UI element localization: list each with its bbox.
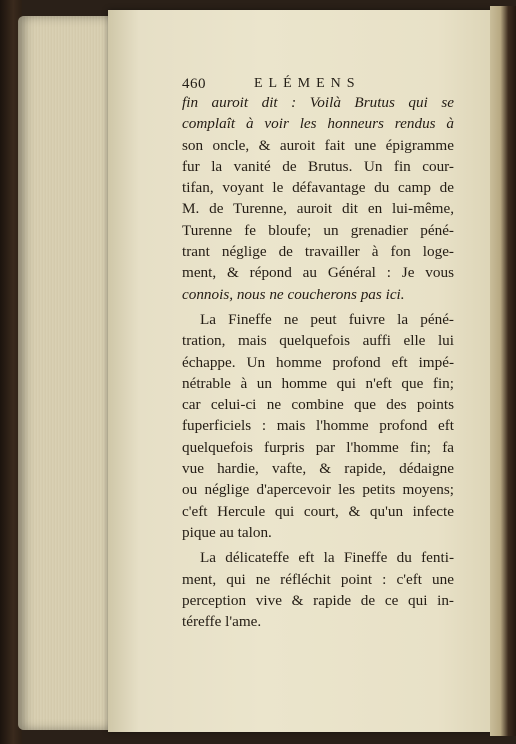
page-edges xyxy=(18,16,114,730)
text-line: tration, mais quelquefois auffi elle lui xyxy=(182,332,454,350)
text-line: fin auroit dit : Voilà Brutus qui se xyxy=(182,94,454,111)
text-line: ment, & répond au Général : Je vous xyxy=(182,264,454,282)
text-line: c'eft Hercule qui court, & qu'un infecte xyxy=(182,502,454,520)
text-line: car celui-ci ne combine que des points xyxy=(182,396,454,414)
text-line: perception vive & rapide de ce qui in- xyxy=(182,591,454,609)
text-line: fur la vanité de Brutus. Un fin cour- xyxy=(182,157,454,175)
text-line: téreffe l'ame. xyxy=(182,613,262,631)
page-number: 460 xyxy=(182,76,206,92)
text-line: La Fineffe ne peut fuivre la péné- xyxy=(200,310,454,328)
running-title: ELÉMENS xyxy=(254,76,361,91)
text-line: ou néglige d'apercevoir les petits moyens; xyxy=(182,481,454,499)
paragraph-1 xyxy=(182,92,454,305)
text-line: Turenne fe bloufe; un grenadier péné- xyxy=(182,221,454,239)
text-line: La délicateffe eft la Fineffe du fenti- xyxy=(200,549,454,567)
paragraph-3 xyxy=(182,547,454,632)
text-line: tifan, voyant le défavantage du camp de xyxy=(182,179,454,197)
text-line: échappe. Un homme profond eft impé- xyxy=(182,353,454,371)
text-line: complaît à voir les honneurs rendus à xyxy=(182,115,454,133)
text-line: son oncle, & auroit fait une épigramme xyxy=(182,136,454,154)
paragraph-2 xyxy=(182,309,454,543)
text-line: ment, qui ne réfléchit point : c'eft une xyxy=(182,570,454,588)
right-page-edge xyxy=(490,6,516,736)
text-line: vue hardie, vafte, & rapide, dédaigne xyxy=(182,460,454,478)
body-text xyxy=(182,92,454,632)
text-line: pique au talon. xyxy=(182,523,272,541)
text-line: nétrable à un homme qui n'eft que fin; xyxy=(182,374,454,392)
text-line: quelquefois furpris par l'homme fin; fa xyxy=(182,438,454,456)
text-line: M. de Turenne, auroit dit en lui-même, xyxy=(182,200,454,218)
text-line: connois, nous ne coucherons pas ici. xyxy=(182,285,405,303)
text-line xyxy=(182,92,454,113)
text-line: trant néglige de travailler à fon loge- xyxy=(182,243,454,261)
text-line: fuperficiels : mais l'homme profond eft xyxy=(182,417,454,435)
